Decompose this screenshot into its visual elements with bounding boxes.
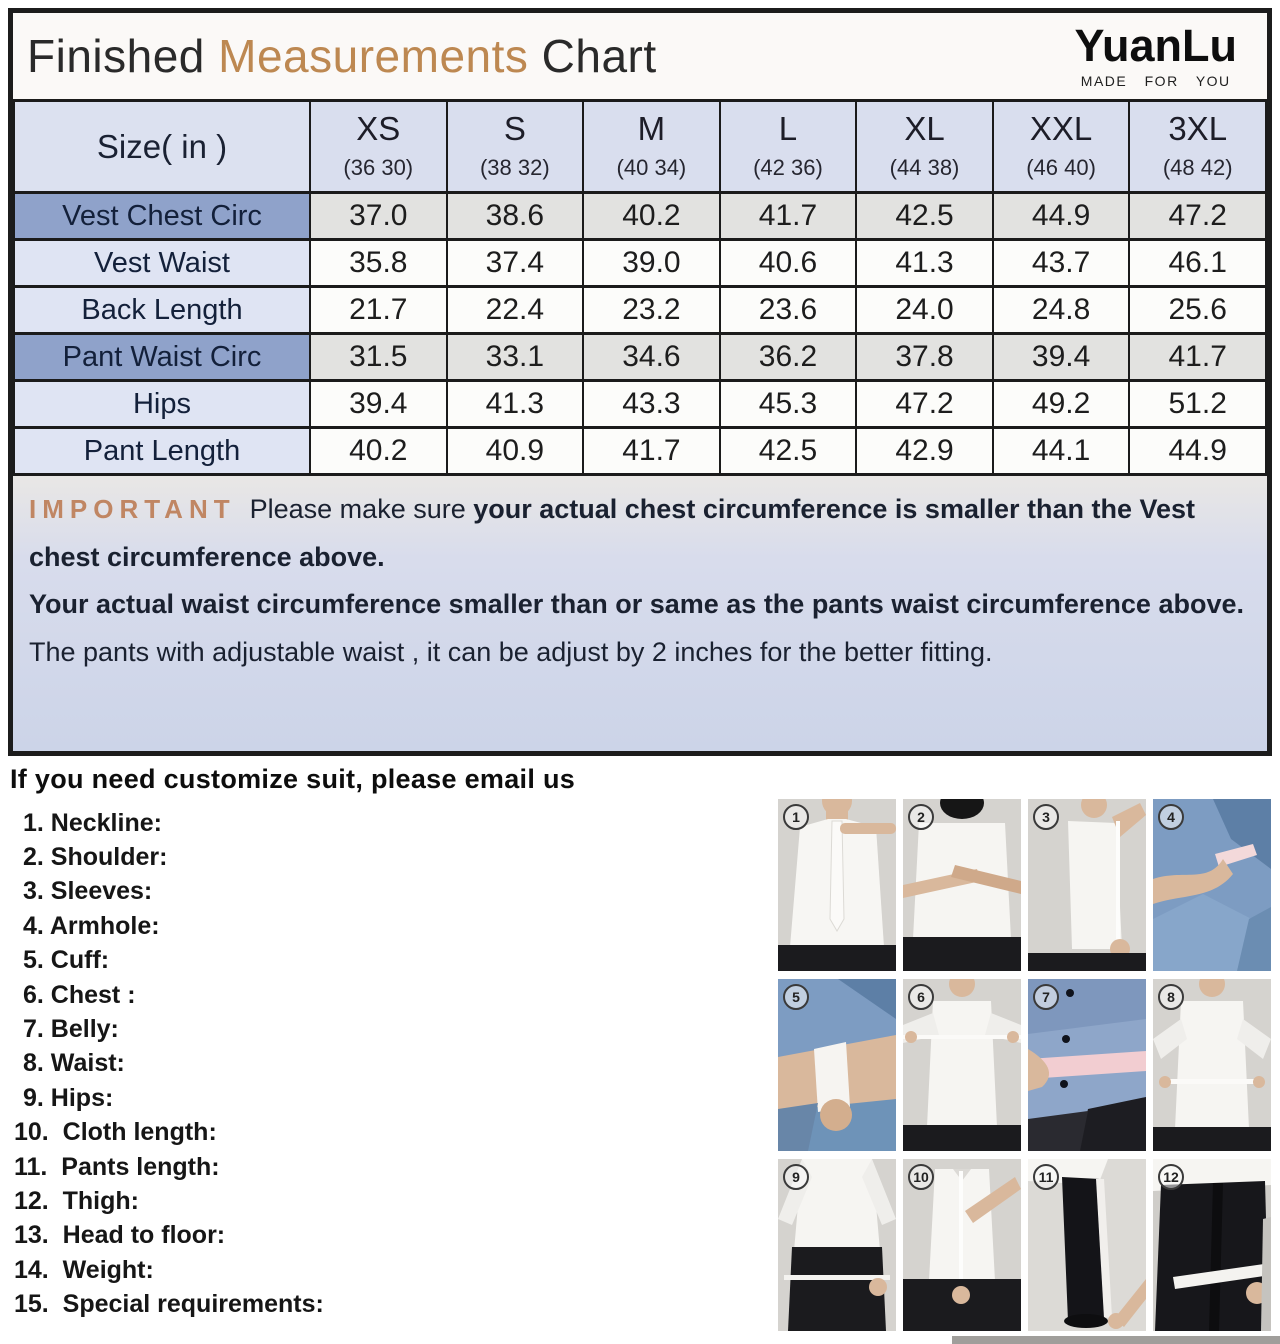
page-title: [27, 29, 657, 83]
measurement-value: 36.2: [720, 334, 857, 381]
size-label: M: [637, 109, 666, 147]
size-table-row: [14, 428, 1266, 475]
customize-list: [14, 806, 324, 1322]
brand-logo: [1074, 20, 1255, 89]
measurement-row-label: Hips: [14, 381, 310, 428]
size-range-label: (48 42): [1162, 155, 1233, 181]
measurement-chart-sheet: [8, 8, 1272, 756]
important-note: [13, 476, 1267, 751]
note-paragraph-1: [29, 486, 1251, 581]
size-table-body: [14, 193, 1266, 475]
measurement-value: 24.8: [993, 287, 1130, 334]
size-column-header: [310, 101, 447, 193]
measurement-value: 43.3: [583, 381, 720, 428]
measurement-row-label: Vest Chest Circ: [14, 193, 310, 240]
measurement-value: 37.0: [310, 193, 447, 240]
customize-list-item: 9. Hips:: [23, 1083, 114, 1112]
measurement-value: 41.7: [583, 428, 720, 475]
photo-number-badge: 4: [1158, 804, 1184, 830]
photo-measure-shoulder: [903, 799, 1021, 971]
size-column-header: [856, 101, 993, 193]
size-range-label: (36 30): [343, 155, 414, 181]
photo-measure-armhole: [1153, 799, 1271, 971]
photo-measure-sleeves: [1028, 799, 1146, 971]
measurement-value: 41.7: [1129, 334, 1266, 381]
size-range-label: (46 40): [1026, 155, 1096, 181]
title-bar: [13, 13, 1267, 99]
photo-number-badge: 8: [1158, 984, 1184, 1010]
customize-list-item: 2. Shoulder:: [23, 843, 168, 872]
size-range-label: (42 36): [753, 155, 823, 181]
measurement-value: 44.1: [993, 428, 1130, 475]
photo-number-badge: 6: [908, 984, 934, 1010]
photo-number-badge: 10: [908, 1164, 934, 1190]
photo-number-badge: 7: [1033, 984, 1059, 1010]
photo-measure-cloth-length: [903, 1159, 1021, 1331]
brand-name: YuanLu: [1074, 20, 1237, 71]
measurement-value: 46.1: [1129, 240, 1266, 287]
photo-number-badge: 11: [1033, 1164, 1059, 1190]
measurement-value: 47.2: [1129, 193, 1266, 240]
note-text: Please make sure: [249, 494, 474, 524]
size-label: XL: [904, 109, 945, 147]
customize-heading: If you need customize suit, please email us: [10, 764, 576, 794]
photo-measure-pants-length: [1028, 1159, 1146, 1331]
measurement-value: 44.9: [993, 193, 1130, 240]
photo-measure-chest: [903, 979, 1021, 1151]
measurement-value: 33.1: [447, 334, 584, 381]
size-label: XXL: [1029, 109, 1093, 147]
measurement-value: 40.9: [447, 428, 584, 475]
measurement-row-label: Pant Waist Circ: [14, 334, 310, 381]
photo-measure-hips: [778, 1159, 896, 1331]
bottom-photo-strip-remnant: [952, 1336, 1280, 1344]
photo-number-badge: 1: [783, 804, 809, 830]
customize-list-item: 4. Armhole:: [23, 911, 160, 940]
size-label: L: [778, 109, 798, 147]
measurement-value: 49.2: [993, 381, 1130, 428]
measurement-row-label: Vest Waist: [14, 240, 310, 287]
title-accent: Measurements: [218, 30, 529, 82]
photo-number-badge: 5: [783, 984, 809, 1010]
note-paragraph-2: [29, 581, 1251, 676]
size-range-label: (44 38): [889, 155, 960, 181]
size-range-label: (40 34): [616, 155, 687, 181]
brand-tagline: MADE FOR YOU: [1080, 73, 1231, 89]
measurement-value: 35.8: [310, 240, 447, 287]
customize-list-item: 5. Cuff:: [23, 946, 110, 975]
measurement-value: 40.6: [720, 240, 857, 287]
size-label: 3XL: [1168, 109, 1228, 147]
photo-measure-cuff: [778, 979, 896, 1151]
photo-measure-belly: [1028, 979, 1146, 1151]
customize-list-item: 6. Chest :: [23, 980, 136, 1009]
size-label: S: [503, 109, 526, 147]
customize-list-item: 15. Special requirements:: [14, 1290, 324, 1319]
measurement-value: 42.5: [720, 428, 857, 475]
size-table-row: [14, 334, 1266, 381]
customize-list-item: 10. Cloth length:: [14, 1118, 217, 1147]
customize-list-item: 1. Neckline:: [23, 808, 162, 837]
customize-list-item: 7. Belly:: [23, 1015, 119, 1044]
measurement-value: 44.9: [1129, 428, 1266, 475]
photo-number-badge: 12: [1158, 1164, 1184, 1190]
measurement-value: 51.2: [1129, 381, 1266, 428]
size-column-header: [447, 101, 584, 193]
measurement-value: 40.2: [310, 428, 447, 475]
size-range-label: (38 32): [479, 155, 550, 181]
note-text-bold: your actual chest circumference is smaller than the Vest chest circumference above.: [29, 494, 1196, 572]
photo-measure-neckline: [778, 799, 896, 971]
measurement-value: 41.3: [447, 381, 584, 428]
measurement-value: 23.6: [720, 287, 857, 334]
note-text: The pants with adjustable waist , it can be adjust by 2 inches for the better fitting.: [29, 636, 993, 667]
measurement-value: 39.4: [310, 381, 447, 428]
measurement-value: 21.7: [310, 287, 447, 334]
measurement-value: 41.3: [856, 240, 993, 287]
customize-list-item: 8. Waist:: [23, 1049, 125, 1078]
size-table: [13, 99, 1267, 476]
size-table-row: [14, 240, 1266, 287]
measurement-value: 42.9: [856, 428, 993, 475]
important-label: IMPORTANT: [29, 494, 236, 524]
photo-number-badge: 2: [908, 804, 934, 830]
customize-list-item: 11. Pants length:: [14, 1152, 220, 1181]
title-part2: Chart: [541, 30, 657, 82]
measurement-value: 22.4: [447, 287, 584, 334]
measurement-value: 45.3: [720, 381, 857, 428]
measurement-value: 39.0: [583, 240, 720, 287]
measurement-value: 24.0: [856, 287, 993, 334]
customize-list-item: 12. Thigh:: [14, 1186, 139, 1215]
photo-number-badge: 9: [783, 1164, 809, 1190]
size-table-row: [14, 193, 1266, 240]
size-column-header: [1129, 101, 1266, 193]
measurement-value: 25.6: [1129, 287, 1266, 334]
measurement-value: 23.2: [583, 287, 720, 334]
size-column-header: [583, 101, 720, 193]
measurement-value: 37.8: [856, 334, 993, 381]
note-text-bold: Your actual waist circumference smaller than or same as the pants waist circumference above.: [29, 589, 1244, 620]
measurement-value: 43.7: [993, 240, 1130, 287]
size-unit-corner-cell: Size( in ): [14, 101, 310, 193]
measurement-value: 38.6: [447, 193, 584, 240]
photo-number-badge: 3: [1033, 804, 1059, 830]
measurement-value: 34.6: [583, 334, 720, 381]
measurement-value: 37.4: [447, 240, 584, 287]
title-part1: Finished: [27, 30, 205, 82]
photo-measure-waist: [1153, 979, 1271, 1151]
customize-list-item: 14. Weight:: [14, 1255, 154, 1284]
measurement-photo-grid: [778, 799, 1271, 1331]
customize-list-item: 13. Head to floor:: [14, 1221, 226, 1250]
photo-measure-thigh: [1153, 1159, 1271, 1331]
size-column-header: [993, 101, 1130, 193]
measurement-value: 41.7: [720, 193, 857, 240]
size-table-header-row: [14, 101, 1266, 193]
measurement-row-label: Back Length: [14, 287, 310, 334]
measurement-value: 42.5: [856, 193, 993, 240]
size-label: XS: [356, 109, 401, 147]
measurement-row-label: Pant Length: [14, 428, 310, 475]
size-table-row: [14, 287, 1266, 334]
customize-list-item: 3. Sleeves:: [23, 877, 153, 906]
size-table-row: [14, 381, 1266, 428]
size-column-header: [720, 101, 857, 193]
measurement-value: 47.2: [856, 381, 993, 428]
measurement-value: 40.2: [583, 193, 720, 240]
measurement-value: 31.5: [310, 334, 447, 381]
measurement-value: 39.4: [993, 334, 1130, 381]
